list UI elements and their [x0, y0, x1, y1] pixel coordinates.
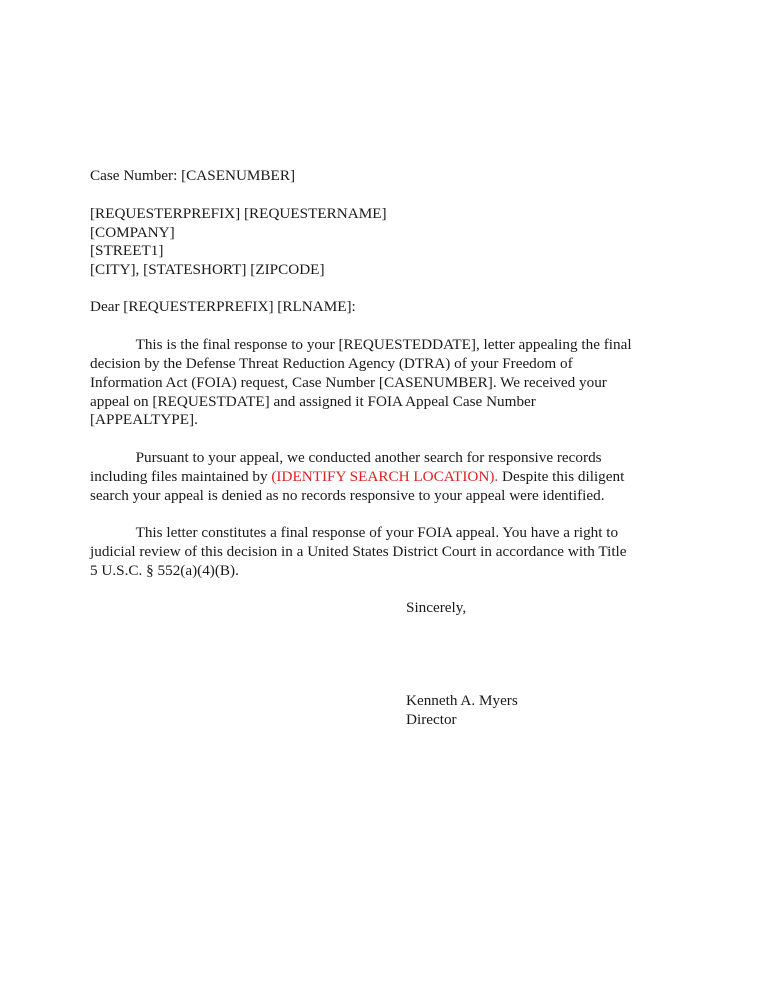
paragraph2-text: including files maintained by — [90, 468, 272, 485]
paragraph1-line: [APPEALTYPE]. — [90, 411, 198, 428]
paragraph1-line: decision by the Defense Threat Reduction Agency (DTRA) of your Freedom of — [90, 355, 573, 372]
signer-name: Kenneth A. Myers — [406, 692, 518, 709]
paragraph2-line: Pursuant to your appeal, we conducted another search for responsive records — [90, 449, 602, 466]
address-line-city: [CITY], [STATESHORT] [ZIPCODE] — [90, 261, 325, 278]
search-location-placeholder: (IDENTIFY SEARCH LOCATION). — [271, 468, 499, 485]
closing: Sincerely, — [406, 599, 467, 616]
paragraph3-line: 5 U.S.C. § 552(a)(4)(B). — [90, 562, 239, 579]
paragraph2-text: Despite this diligent — [498, 468, 625, 485]
signer-title: Director — [406, 711, 457, 728]
address-line-street: [STREET1] — [90, 242, 164, 259]
paragraph1-line: This is the final response to your [REQUESTEDDATE], letter appealing the final — [90, 336, 632, 353]
paragraph2-line — [90, 467, 624, 486]
salutation: Dear [REQUESTERPREFIX] [RLNAME]: — [90, 298, 356, 315]
paragraph1-line: Information Act (FOIA) request, Case Number [CASENUMBER]. We received your — [90, 374, 607, 391]
paragraph2-line: search your appeal is denied as no records responsive to your appeal were identified. — [90, 487, 605, 504]
address-line-company: [COMPANY] — [90, 224, 175, 241]
paragraph3-line: judicial review of this decision in a United States District Court in accordance with Title — [90, 543, 627, 560]
case-number-line: Case Number: [CASENUMBER] — [90, 167, 296, 184]
paragraph3-line: This letter constitutes a final response of your FOIA appeal. You have a right to — [90, 524, 619, 541]
paragraph1-line: appeal on [REQUESTDATE] and assigned it FOIA Appeal Case Number — [90, 393, 536, 410]
address-line-name: [REQUESTERPREFIX] [REQUESTERNAME] — [90, 205, 387, 222]
